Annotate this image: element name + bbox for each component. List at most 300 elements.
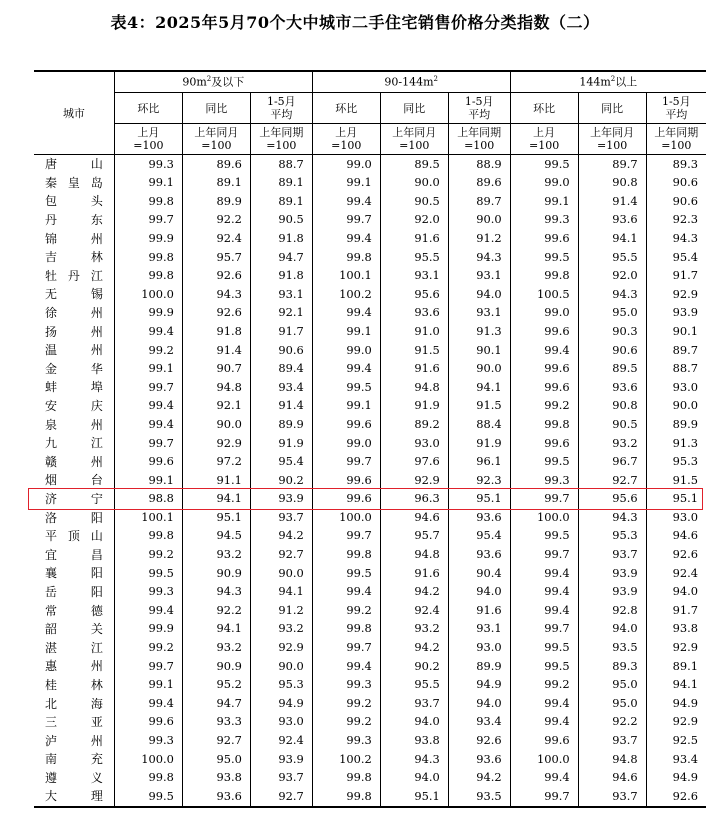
value-cell: 90.5 (250, 211, 312, 230)
city-char: 宁 (90, 491, 103, 506)
value-cell: 94.0 (448, 583, 510, 602)
value-cell: 99.8 (312, 620, 380, 639)
value-cell: 91.6 (380, 229, 448, 248)
value-cell: 99.7 (312, 527, 380, 546)
city-cell (34, 378, 114, 397)
value-cell: 99.8 (114, 248, 182, 267)
city-char: 皇 (67, 175, 80, 190)
city-char: 徐 (44, 306, 57, 321)
value-cell: 90.3 (578, 322, 646, 341)
value-cell: 91.9 (380, 397, 448, 416)
city-char: 亚 (90, 715, 103, 730)
city-char: 牡 (44, 268, 57, 283)
value-cell: 99.0 (312, 434, 380, 453)
city-char: 扬 (44, 324, 57, 339)
value-cell: 100.1 (114, 508, 182, 527)
header-group (312, 71, 510, 93)
header-sub-label: 1-5月 (661, 95, 691, 108)
city-cell (34, 601, 114, 620)
city-char: 州 (90, 231, 103, 246)
city-char: 岳 (44, 584, 57, 599)
value-cell: 89.1 (250, 174, 312, 193)
value-cell: 95.5 (380, 676, 448, 695)
value-cell: 94.9 (250, 694, 312, 713)
city-char: 宜 (44, 547, 57, 562)
header-sub (250, 93, 312, 124)
table-row (34, 378, 706, 397)
value-cell: 99.4 (510, 601, 578, 620)
value-cell: 94.5 (182, 527, 250, 546)
value-cell: 94.1 (578, 229, 646, 248)
value-cell: 89.5 (380, 155, 448, 174)
value-cell: 93.0 (380, 434, 448, 453)
city-char: 华 (90, 361, 103, 376)
value-cell: 99.0 (510, 174, 578, 193)
value-cell: 94.3 (182, 583, 250, 602)
value-cell: 94.0 (578, 620, 646, 639)
value-cell: 99.4 (510, 713, 578, 732)
value-cell: 91.5 (448, 397, 510, 416)
header-group-main: 90-144m (384, 75, 434, 89)
value-cell: 91.5 (646, 471, 706, 490)
city-name (45, 716, 103, 728)
header-group-tail: 及以下 (211, 75, 245, 89)
value-cell: 90.0 (182, 415, 250, 434)
value-cell: 90.0 (448, 211, 510, 230)
value-cell: 94.2 (250, 527, 312, 546)
table-row (34, 322, 706, 341)
table-row (34, 638, 706, 657)
value-cell: 90.8 (578, 174, 646, 193)
table-row (34, 508, 706, 527)
value-cell: 99.3 (114, 731, 182, 750)
value-cell: 100.0 (114, 285, 182, 304)
value-cell: 97.6 (380, 453, 448, 472)
value-cell: 89.3 (646, 155, 706, 174)
value-cell: 89.7 (646, 341, 706, 360)
value-cell: 91.4 (250, 397, 312, 416)
value-cell: 99.4 (114, 694, 182, 713)
header-base-label: =100 (597, 139, 628, 152)
city-name (45, 381, 103, 393)
value-cell: 95.0 (182, 750, 250, 769)
city-char: 州 (90, 417, 103, 432)
value-cell: 100.1 (312, 267, 380, 286)
city-char: 蚌 (44, 380, 57, 395)
table-row (34, 676, 706, 695)
value-cell: 99.0 (510, 304, 578, 323)
header-base-label: =100 (133, 139, 164, 152)
value-cell: 92.4 (250, 731, 312, 750)
table-row (34, 564, 706, 583)
city-char: 惠 (44, 659, 57, 674)
header-base (114, 124, 182, 155)
value-cell: 89.2 (380, 415, 448, 434)
value-cell: 93.6 (182, 787, 250, 807)
value-cell: 93.3 (182, 713, 250, 732)
value-cell: 90.1 (646, 322, 706, 341)
value-cell: 99.7 (510, 490, 578, 509)
city-char: 大 (44, 789, 57, 804)
value-cell: 92.6 (182, 267, 250, 286)
value-cell: 94.1 (182, 620, 250, 639)
value-cell: 100.0 (114, 750, 182, 769)
value-cell: 91.9 (448, 434, 510, 453)
value-cell: 94.2 (380, 583, 448, 602)
value-cell: 99.8 (312, 545, 380, 564)
header-sub-label: 平均 (468, 108, 491, 121)
value-cell: 95.0 (578, 694, 646, 713)
city-char: 洛 (44, 510, 57, 525)
city-char: 义 (90, 770, 103, 785)
value-cell: 91.6 (448, 601, 510, 620)
city-char: 遵 (44, 770, 57, 785)
city-cell (34, 155, 114, 174)
value-cell: 99.4 (510, 341, 578, 360)
value-cell: 89.1 (182, 174, 250, 193)
value-cell: 99.3 (510, 211, 578, 230)
city-char: 三 (44, 715, 57, 730)
value-cell: 99.1 (510, 192, 578, 211)
header-base-label: =100 (529, 139, 560, 152)
value-cell: 95.6 (380, 285, 448, 304)
value-cell: 94.2 (448, 769, 510, 788)
value-cell: 89.3 (578, 657, 646, 676)
value-cell: 99.6 (510, 322, 578, 341)
value-cell: 92.8 (578, 601, 646, 620)
value-cell: 97.2 (182, 453, 250, 472)
value-cell: 90.0 (448, 360, 510, 379)
value-cell: 93.1 (448, 304, 510, 323)
city-char: 山 (90, 157, 103, 172)
value-cell: 100.2 (312, 750, 380, 769)
value-cell: 89.6 (182, 155, 250, 174)
value-cell: 94.1 (646, 676, 706, 695)
header-base-label: 上年同月 (392, 126, 437, 139)
value-cell: 99.0 (312, 341, 380, 360)
city-cell (34, 267, 114, 286)
value-cell: 91.1 (182, 471, 250, 490)
value-cell: 90.6 (646, 174, 706, 193)
city-name (45, 753, 103, 765)
city-cell (34, 229, 114, 248)
value-cell: 94.6 (646, 527, 706, 546)
value-cell: 99.4 (312, 583, 380, 602)
value-cell: 92.3 (448, 471, 510, 490)
value-cell: 94.9 (448, 676, 510, 695)
city-name (45, 233, 103, 245)
value-cell: 90.6 (646, 192, 706, 211)
city-char: 安 (44, 399, 57, 414)
value-cell: 99.8 (114, 769, 182, 788)
city-char: 赣 (44, 454, 57, 469)
value-cell: 92.6 (646, 787, 706, 807)
value-cell: 93.9 (646, 304, 706, 323)
value-cell: 92.6 (646, 545, 706, 564)
value-cell: 89.4 (250, 360, 312, 379)
value-cell: 99.7 (510, 787, 578, 807)
value-cell: 99.4 (312, 657, 380, 676)
value-cell: 92.7 (182, 731, 250, 750)
header-base-label: =100 (464, 139, 495, 152)
value-cell: 99.7 (312, 211, 380, 230)
value-cell: 88.7 (646, 360, 706, 379)
value-cell: 93.0 (448, 638, 510, 657)
value-cell: 90.9 (182, 564, 250, 583)
value-cell: 92.9 (380, 471, 448, 490)
value-cell: 91.6 (380, 360, 448, 379)
table-row (34, 694, 706, 713)
header-base (250, 124, 312, 155)
value-cell: 99.6 (312, 471, 380, 490)
city-char: 头 (90, 194, 103, 209)
city-char: 州 (90, 454, 103, 469)
value-cell: 93.7 (578, 545, 646, 564)
header-sub (578, 93, 646, 124)
value-cell: 99.1 (312, 322, 380, 341)
value-cell: 91.8 (182, 322, 250, 341)
value-cell: 99.1 (114, 174, 182, 193)
header-base-label: 上年同月 (194, 126, 239, 139)
city-cell (34, 248, 114, 267)
header-sub (510, 93, 578, 124)
value-cell: 99.2 (510, 676, 578, 695)
city-char: 州 (90, 306, 103, 321)
value-cell: 99.8 (312, 248, 380, 267)
value-cell: 99.1 (114, 360, 182, 379)
value-cell: 95.0 (578, 676, 646, 695)
city-cell (34, 304, 114, 323)
city-char: 理 (90, 789, 103, 804)
city-char: 丹 (44, 213, 57, 228)
city-name (45, 419, 103, 431)
city-char: 南 (44, 752, 57, 767)
value-cell: 93.0 (646, 508, 706, 527)
value-cell: 89.9 (646, 415, 706, 434)
header-base-label: =100 (331, 139, 362, 152)
value-cell: 99.1 (114, 676, 182, 695)
table-row (34, 192, 706, 211)
value-cell: 92.0 (578, 267, 646, 286)
city-name (45, 660, 103, 672)
header-group-main: 90m (182, 75, 207, 89)
city-char: 烟 (44, 473, 57, 488)
value-cell: 94.0 (646, 583, 706, 602)
value-cell: 93.1 (448, 267, 510, 286)
value-cell: 93.2 (182, 638, 250, 657)
header-base-label: 上年同期 (259, 126, 304, 139)
value-cell: 99.4 (312, 360, 380, 379)
city-char: 江 (90, 640, 103, 655)
value-cell: 95.4 (448, 527, 510, 546)
value-cell: 94.6 (578, 769, 646, 788)
value-cell: 93.6 (380, 304, 448, 323)
value-cell: 99.2 (312, 694, 380, 713)
value-cell: 90.2 (380, 657, 448, 676)
value-cell: 91.9 (250, 434, 312, 453)
value-cell: 93.0 (250, 713, 312, 732)
header-base-label: 上年同月 (590, 126, 635, 139)
value-cell: 90.5 (380, 192, 448, 211)
value-cell: 94.3 (380, 750, 448, 769)
value-cell: 99.5 (510, 638, 578, 657)
value-cell: 93.6 (578, 211, 646, 230)
value-cell: 99.8 (510, 267, 578, 286)
city-char: 埠 (90, 380, 103, 395)
header-group (510, 71, 706, 93)
value-cell: 93.6 (448, 750, 510, 769)
city-cell (34, 564, 114, 583)
value-cell: 95.3 (250, 676, 312, 695)
header-base-label: =100 (399, 139, 430, 152)
city-char: 无 (44, 287, 57, 302)
city-cell (34, 508, 114, 527)
value-cell: 99.4 (510, 769, 578, 788)
city-cell (34, 192, 114, 211)
value-cell: 91.8 (250, 267, 312, 286)
value-cell: 92.4 (182, 229, 250, 248)
value-cell: 89.7 (448, 192, 510, 211)
value-cell: 91.2 (448, 229, 510, 248)
value-cell: 94.7 (182, 694, 250, 713)
value-cell: 99.2 (114, 638, 182, 657)
header-base (182, 124, 250, 155)
header-sub-label: 平均 (270, 108, 293, 121)
value-cell: 99.5 (510, 155, 578, 174)
city-char: 德 (90, 603, 103, 618)
value-cell: 99.8 (312, 769, 380, 788)
header-sub-label: 同比 (403, 101, 426, 115)
value-cell: 94.3 (448, 248, 510, 267)
city-name (45, 214, 103, 226)
header-sub (114, 93, 182, 124)
value-cell: 94.0 (380, 769, 448, 788)
city-name (45, 400, 103, 412)
value-cell: 90.5 (578, 415, 646, 434)
value-cell: 99.6 (510, 229, 578, 248)
city-cell (34, 341, 114, 360)
city-char: 阳 (90, 510, 103, 525)
city-cell (34, 397, 114, 416)
value-cell: 92.9 (646, 638, 706, 657)
value-cell: 99.5 (114, 787, 182, 807)
table-row (34, 731, 706, 750)
value-cell: 89.1 (646, 657, 706, 676)
city-cell (34, 750, 114, 769)
city-cell (34, 453, 114, 472)
value-cell: 93.7 (578, 731, 646, 750)
value-cell: 99.5 (510, 657, 578, 676)
header-base-label: =100 (201, 139, 232, 152)
value-cell: 90.4 (448, 564, 510, 583)
city-char: 江 (90, 436, 103, 451)
header-base-label: 上年同期 (457, 126, 502, 139)
value-cell: 94.0 (448, 694, 510, 713)
value-cell: 93.7 (250, 769, 312, 788)
value-cell: 99.7 (510, 620, 578, 639)
value-cell: 99.2 (510, 397, 578, 416)
value-cell: 95.5 (380, 248, 448, 267)
value-cell: 94.3 (578, 285, 646, 304)
table-row (34, 211, 706, 230)
value-cell: 99.7 (312, 638, 380, 657)
value-cell: 99.4 (510, 583, 578, 602)
value-cell: 92.2 (182, 601, 250, 620)
value-cell: 89.9 (182, 192, 250, 211)
value-cell: 99.8 (114, 267, 182, 286)
value-cell: 99.3 (312, 731, 380, 750)
value-cell: 91.7 (646, 601, 706, 620)
value-cell: 100.0 (510, 750, 578, 769)
value-cell: 99.4 (510, 694, 578, 713)
value-cell: 99.6 (510, 378, 578, 397)
city-char: 泸 (44, 733, 57, 748)
value-cell: 91.4 (578, 192, 646, 211)
city-char: 锡 (90, 287, 103, 302)
header-sub-label: 同比 (601, 101, 624, 115)
table-row (34, 750, 706, 769)
value-cell: 93.4 (448, 713, 510, 732)
value-cell: 99.6 (114, 713, 182, 732)
value-cell: 94.1 (250, 583, 312, 602)
value-cell: 92.9 (250, 638, 312, 657)
value-cell: 99.2 (312, 713, 380, 732)
table-row (34, 601, 706, 620)
value-cell: 99.5 (312, 564, 380, 583)
city-char: 州 (90, 659, 103, 674)
value-cell: 92.1 (250, 304, 312, 323)
header-sub (380, 93, 448, 124)
table-row (34, 583, 706, 602)
city-char: 阳 (90, 584, 103, 599)
value-cell: 89.1 (250, 192, 312, 211)
value-cell: 95.5 (578, 248, 646, 267)
value-cell: 90.2 (250, 471, 312, 490)
value-cell: 99.2 (114, 545, 182, 564)
city-char: 林 (90, 250, 103, 265)
header-group-sup: 2 (433, 75, 438, 84)
value-cell: 99.3 (510, 471, 578, 490)
city-char: 州 (90, 733, 103, 748)
table-row (34, 267, 706, 286)
value-cell: 90.9 (182, 657, 250, 676)
value-cell: 93.2 (380, 620, 448, 639)
value-cell: 95.4 (646, 248, 706, 267)
value-cell: 99.7 (114, 657, 182, 676)
header-base-label: 上年同期 (654, 126, 699, 139)
table-row (34, 229, 706, 248)
city-cell (34, 285, 114, 304)
value-cell: 94.3 (646, 229, 706, 248)
value-cell: 99.1 (114, 471, 182, 490)
value-cell: 91.3 (448, 322, 510, 341)
header-base (380, 124, 448, 155)
value-cell: 93.8 (380, 731, 448, 750)
city-cell (34, 676, 114, 695)
value-cell: 99.4 (510, 564, 578, 583)
header-base-label: 上月 (137, 126, 160, 139)
header-base-label: =100 (266, 139, 297, 152)
city-char: 州 (90, 343, 103, 358)
value-cell: 99.1 (312, 174, 380, 193)
value-cell: 99.1 (312, 397, 380, 416)
value-cell: 92.7 (250, 787, 312, 807)
value-cell: 99.5 (114, 564, 182, 583)
value-cell: 93.6 (448, 545, 510, 564)
value-cell: 93.1 (250, 285, 312, 304)
city-cell (34, 638, 114, 657)
value-cell: 89.6 (448, 174, 510, 193)
